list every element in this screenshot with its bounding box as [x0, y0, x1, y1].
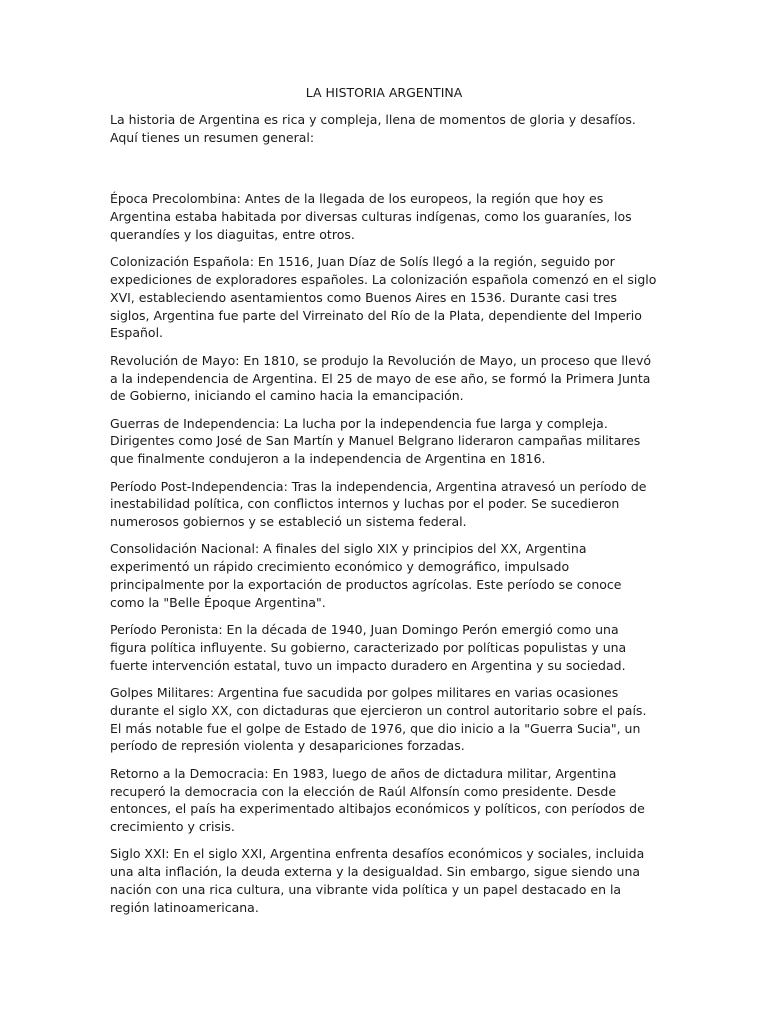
section-periodo-post-independencia: Período Post-Independencia: Tras la independencia, Argentina atravesó un período de inestabilidad política, con conflictos internos y luchas por el poder. Se sucedieron numerosos gobiernos y se estableció un sistema federal.: [110, 478, 647, 530]
intro-paragraph: La historia de Argentina es rica y compleja, llena de momentos de gloria y desafíos. Aquí tienes un resumen general:: [110, 111, 636, 145]
section-retorno-democracia: Retorno a la Democracia: En 1983, luego de años de dictadura militar, Argentina recuperó la democracia con la elección de Raúl Alfonsín como presidente. Desde entonces, el país ha experimentado altibajos económicos y políticos, con períodos de crecimiento y crisis.: [110, 765, 645, 835]
section-siglo-xxi: Siglo XXI: En el siglo XXI, Argentina enfrenta desafíos económicos y sociales, incluida una alta inflación, la deuda externa y la desigualdad. Sin embargo, sigue siendo una nación con una rica cultura, una vibrante vida política y un papel destacado en la región latinoamericana.: [110, 846, 645, 915]
section-periodo-peronista: Período Peronista: En la década de 1940, Juan Domingo Perón emergió como una figura política influyente. Su gobierno, caracterizado por políticas populistas y una fuerte intervención estatal, tuvo un impacto duradero en Argentina y su sociedad.: [110, 622, 627, 673]
section-guerras-de-independencia: Guerras de Independencia: La lucha por la independencia fue larga y compleja. Dirigentes como José de San Martín y Manuel Belgrano lideraron campañas militares que finalmente condujeron a la independencia de Argentina en 1816.: [110, 415, 641, 467]
section-consolidacion-nacional: Consolidación Nacional: A finales del siglo XIX y principios del XX, Argentina experimentó un rápido crecimiento económico y demográfico, impulsado principalmente por la exportación de productos agrícolas. Este período se conoce como la "Belle Époque Argentina".: [110, 541, 622, 610]
section-colonizacion-espanola: Colonización Española: En 1516, Juan Díaz de Solís llegó a la región, seguido por expediciones de exploradores españoles. La colonización española comenzó en el siglo XVI, estableciendo asentamientos como Buenos Aires en 1536. Durante casi tres siglos, Argentina fue parte del Virreinato del Río de la Plata, dependiente del Imperio Español.: [110, 254, 657, 341]
section-revolucion-de-mayo: Revolución de Mayo: En 1810, se produjo la Revolución de Mayo, un proceso que llevó a la independencia de Argentina. El 25 de mayo de ese año, se formó la Primera Junta de Gobierno, iniciando el camino hacia la emancipación.: [110, 352, 651, 404]
section-golpes-militares: Golpes Militares: Argentina fue sacudida por golpes militares en varias ocasiones durante el siglo XX, con dictaduras que ejercieron un control autoritario sobre el país. El más notable fue el golpe de Estado de 1976, que dio inicio a la "Guerra Sucia", un período de represión violenta y desapariciones forzadas.: [110, 685, 647, 754]
section-epoca-precolombina: Época Precolombina: Antes de la llegada de los europeos, la región que hoy es Argentina estaba habitada por diversas culturas indígenas, como los guaraníes, los querandíes y los diaguitas, entre otros.: [110, 191, 632, 242]
document-title: LA HISTORIA ARGENTINA: [305, 85, 463, 100]
